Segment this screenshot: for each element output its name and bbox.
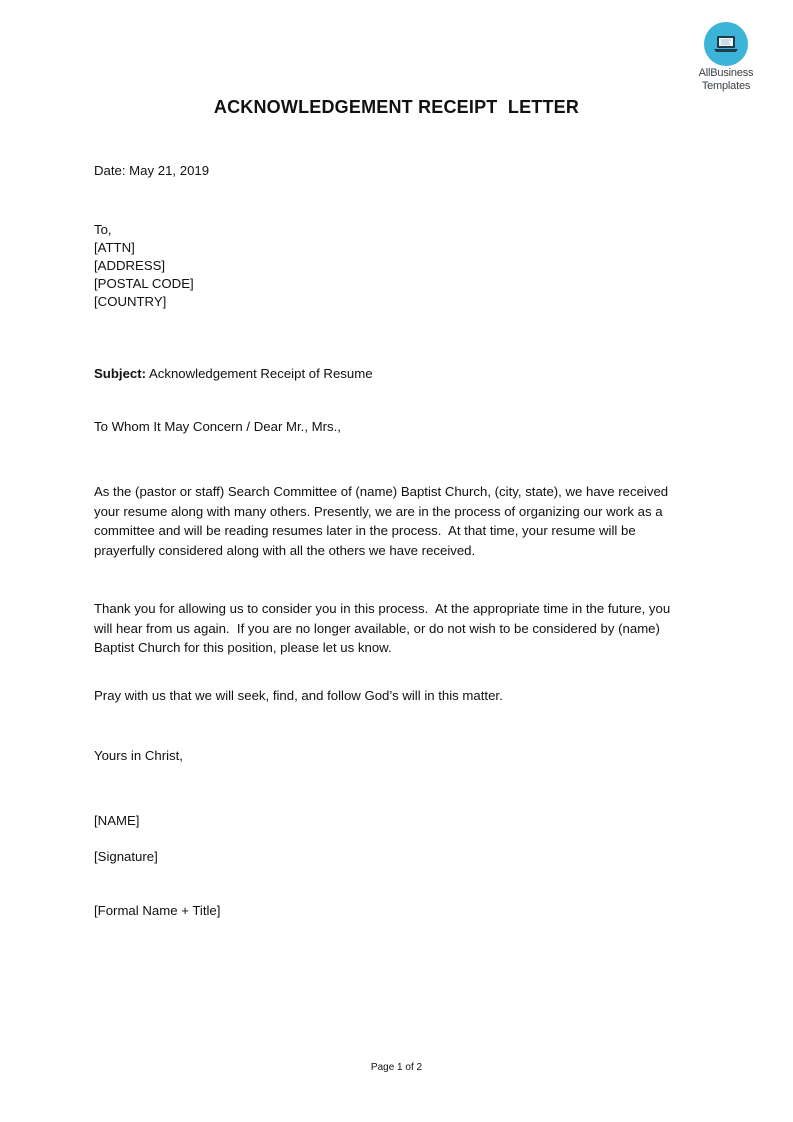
address-attn: [ATTN]: [94, 240, 135, 255]
salutation: To Whom It May Concern / Dear Mr., Mrs.,: [94, 419, 341, 434]
paragraph-line: prayerfully considered along with all the others we have received.: [94, 542, 476, 558]
subject-line: [94, 365, 373, 383]
subject-label: Subject:: [94, 366, 147, 381]
logo-text-line1: AllBusiness: [698, 67, 754, 79]
allbusiness-logo: [690, 22, 762, 92]
formal-name-placeholder: [Formal Name + Title]: [94, 903, 221, 918]
signature-placeholder: [Signature]: [94, 849, 158, 864]
laptop-icon: [714, 35, 738, 53]
paragraph-line: As the (pastor or staff) Search Committee of (name) Baptist Church, (city, state), we have received: [94, 484, 669, 499]
paragraph-line: your resume along with many others. Presently, we are in the process of organizing our work as a: [94, 503, 663, 519]
address-to: To,: [94, 222, 112, 237]
page-number: Page 1 of 2: [370, 1062, 423, 1073]
paragraph-line: Thank you for allowing us to consider you in this process. At the appropriate time in the future, you: [94, 601, 671, 616]
address-postal-code: [POSTAL CODE]: [94, 276, 194, 291]
paragraph-line: will hear from us again. If you are no longer available, or do not wish to be considered by (name): [94, 620, 660, 636]
date-line: Date: May 21, 2019: [94, 163, 210, 178]
address-street: [ADDRESS]: [94, 258, 166, 273]
logo-badge: [704, 22, 748, 66]
paragraph-line: committee and will be reading resumes later in the process. At that time, your resume will be: [94, 523, 636, 538]
logo-text-line2: Templates: [701, 80, 751, 92]
body-paragraph-2: [94, 599, 694, 658]
body-paragraph-1: [94, 482, 694, 560]
subject-text: Acknowledgement Receipt of Resume: [146, 366, 373, 381]
name-placeholder: [NAME]: [94, 813, 140, 828]
address-country: [COUNTRY]: [94, 294, 167, 309]
document-title: ACKNOWLEDGEMENT RECEIPT LETTER: [213, 97, 580, 117]
paragraph-line: Baptist Church for this position, please let us know.: [94, 640, 392, 655]
closing: Yours in Christ,: [94, 748, 183, 763]
body-paragraph-3: Pray with us that we will seek, find, and follow God’s will in this matter.: [94, 688, 503, 703]
